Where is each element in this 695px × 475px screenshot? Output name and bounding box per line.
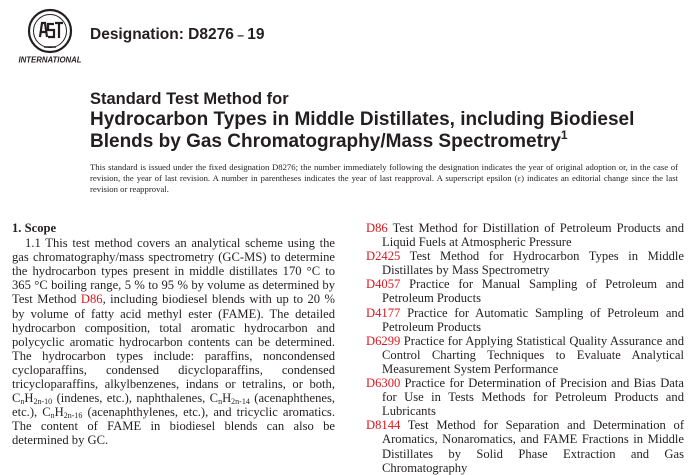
reference-item: [366, 334, 684, 376]
designation-year: 19: [247, 26, 265, 43]
document-title: [90, 89, 680, 153]
formula-cnh2n-16: $C_nH_{2n-16}$: [42, 405, 83, 421]
title-line-1: Standard Test Method for: [90, 90, 289, 108]
designation: [90, 26, 264, 44]
formula-cnh2n-14: $C_nH_{2n-14}$: [209, 391, 250, 407]
reference-item: [366, 221, 684, 249]
logo-text: INTERNATIONAL: [18, 55, 82, 65]
reference-item: [366, 306, 684, 334]
title-line-3-text: Blends by Gas Chromatography/Mass Spectrometry: [90, 131, 561, 152]
scope-paragraph-1-1: [12, 236, 335, 447]
scope-para-start: 1.1 This test method covers an analytical scheme using the gas chromatography/mass spectrometry (GC-MS) to determine the hydrocarbon types present in middle distillates 170 °C to 365 °C boiling range, 5 % to 95 % by volume as determined by Test Method: [12, 236, 335, 307]
scope-para-cont: , including biodiesel blends with up to 20 % by volume of fatty acid methyl ester (FAME). The detailed hydrocarbon composition, total aromatic hydrocarbon and polycyclic aromatic hydrocarbon contents can be determined. The hydrocarbon types include: paraffins, noncondensed cycloparaffins, condensed dicycloparaffins, condensed tricycloparaffins, alkylbenzenes, indans or tetralins, or both,: [12, 292, 335, 392]
ref-text: Test Method for Hydrocarbon Types in Middle Distillates by Mass Spectrometry: [382, 249, 685, 278]
standard-notice: This standard is issued under the fixed designation D8276; the number immediately following the designation indicates the year of original adoption or, in the case of revision, the year of last revision. A number in parentheses indicates the year of last reapproval. A superscript epsilon (ε) indicates an editorial change since the last revision or reapproval.: [90, 162, 678, 194]
ref-text: Practice for Manual Sampling of Petroleum and Petroleum Products: [382, 277, 684, 306]
reference-item: [366, 418, 684, 474]
scope-section: [12, 221, 335, 448]
scope-formula-text-2: (acenaphthenes, etc.),: [12, 391, 336, 420]
ref-link-d2425[interactable]: D2425: [366, 249, 401, 264]
designation-dash: –: [233, 28, 248, 42]
formula-cnh2n-10: $C_nH_{2n-10}$: [12, 391, 53, 407]
scope-heading-text: Scope: [24, 221, 57, 235]
scope-link-d86[interactable]: D86: [80, 292, 103, 307]
ref-link-d6300[interactable]: D6300: [366, 376, 401, 391]
title-line-2: Hydrocarbon Types in Middle Distillates, including Biodiesel: [90, 109, 635, 130]
referenced-documents: [366, 221, 684, 475]
ref-text: Practice for Applying Statistical Quality Assurance and Control Charting Techniques to Evaluate Analytical Measurement System Performance: [382, 333, 684, 376]
designation-label: Designation: D8276: [90, 26, 234, 43]
reference-item: [366, 376, 684, 418]
scope-heading: [12, 221, 335, 235]
ref-text: Practice for Determination of Precision and Bias Data for Use in Tests Methods for Petroleum Products and Lubricants: [382, 376, 684, 419]
reference-item: [366, 277, 684, 305]
astm-logo: [18, 7, 82, 65]
scope-formula-text-3: (acenaphthylenes, etc.), and tricyclic aromatics. The content of FAME in biodiesel blends can also be determined by GC.: [12, 405, 335, 448]
ref-link-d8144[interactable]: D8144: [366, 418, 401, 433]
ref-text: Test Method for Separation and Determination of Aromatics, Nonaromatics, and FAME Fractions in Middle Distillates by Solid Phase Extraction and Gas Chromatography: [382, 418, 685, 475]
ref-link-d6299[interactable]: D6299: [366, 333, 401, 348]
ref-link-d86[interactable]: D86: [366, 221, 388, 235]
ref-text: Practice for Automatic Sampling of Petroleum and Petroleum Products: [382, 305, 685, 334]
title-line-3: [90, 128, 680, 153]
scope-heading-number: 1.: [12, 221, 22, 235]
reference-item: [366, 249, 684, 277]
scope-formula-text-1: (indenes, etc.), naphthalenes,: [56, 391, 206, 406]
title-footnote-mark[interactable]: 1: [560, 128, 568, 142]
ref-link-d4057[interactable]: D4057: [366, 277, 401, 292]
ref-link-d4177[interactable]: D4177: [366, 305, 401, 320]
ref-text: Test Method for Distillation of Petroleum Products and Liquid Fuels at Atmospheric Pressure: [382, 221, 684, 250]
